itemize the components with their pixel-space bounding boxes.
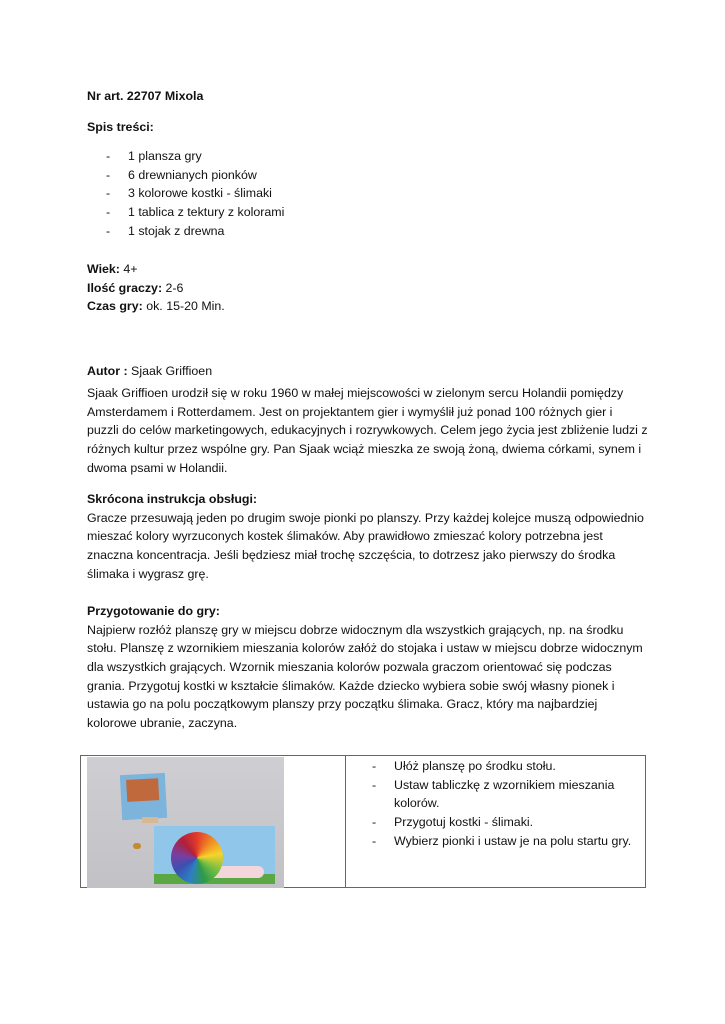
item-text: 6 drewnianych pionków	[128, 167, 257, 182]
pawns	[133, 843, 141, 849]
time-label: Czas gry:	[87, 299, 143, 314]
game-info	[87, 260, 225, 316]
color-chart-card	[120, 773, 167, 820]
list-item	[353, 776, 643, 795]
text-line: stołu. Planszę z wzornikiem mieszania kolorów załóż do stojaka i ustaw w miejscu dobrze widocznym	[87, 641, 643, 656]
item-text: 3 kolorowe kostki - ślimaki	[128, 186, 272, 201]
time-row	[87, 297, 225, 316]
list-item	[87, 203, 284, 222]
text-line: Sjaak Griffioen urodził się w roku 1960 w małej miejscowości w zielonym sercu Holandii pomiędzy	[87, 386, 624, 400]
setup-table	[80, 755, 646, 888]
text-line: mieszać kolory wyrzuconych kostek ślimaków. Aby prawidłowo zmieszać kolory potrzebna jest	[87, 529, 603, 544]
list-item	[353, 757, 643, 776]
text-line: puzzli do celów marketingowych, edukacyjnych i rozrywkowych. Celem jego życia jest zbliżenie ludzi z	[87, 423, 648, 438]
contents-heading: Spis treści:	[87, 120, 154, 134]
item-text: Wybierz pionki i ustaw je na polu startu gry.	[394, 833, 632, 848]
short-instructions	[87, 490, 644, 583]
item-text: Przygotuj kostki - ślimaki.	[394, 815, 534, 830]
age-label: Wiek:	[87, 262, 120, 276]
snail-icon	[171, 832, 223, 884]
text-line: grania. Przygotuj kostki w kształcie ślimaków. Każde dziecko wybiera sobie swój własny pionek i	[87, 678, 615, 693]
steps-cell	[346, 756, 646, 888]
players-row	[87, 279, 225, 298]
text-line: dwoma psami w Holandii.	[87, 460, 228, 475]
game-photo	[87, 757, 284, 888]
wooden-stand	[142, 817, 158, 823]
list-item	[353, 832, 643, 851]
text-line: ustawia go na polu początkowym planszy przy początku ślimaka. Gracz, który ma najbardziej	[87, 697, 598, 712]
item-text: 1 stojak z drewna	[128, 223, 225, 238]
bullet: -	[372, 777, 377, 792]
section-heading: Skrócona instrukcja obsługi:	[87, 492, 258, 506]
text-line: różnych kultur przez wspólne gry. Pan Sjaak wciąż mieszka ze swoją żoną, dwiema córkami, synem i	[87, 442, 642, 457]
players-label: Ilość graczy:	[87, 280, 163, 295]
bullet: -	[372, 759, 377, 773]
contents-list	[87, 147, 284, 240]
item-text: kolorów.	[394, 796, 440, 811]
age-row	[87, 260, 225, 279]
list-item	[87, 166, 284, 185]
list-item	[353, 813, 643, 832]
players-value: 2-6	[162, 280, 184, 295]
text-line: znaczna koncentracja. Jeśli będziesz miał trochę szczęścia, to dotrzesz jako pierwszy do środka	[87, 548, 616, 563]
bullet: -	[106, 223, 111, 238]
time-value: ok. 15-20 Min.	[142, 299, 225, 314]
text-line: dla wszystkich grających. Wzornik mieszania kolorów pozwala graczom orientować się podczas	[87, 660, 612, 675]
item-text: Ustaw tabliczkę z wzornikiem mieszania	[394, 777, 615, 792]
list-item	[87, 184, 284, 203]
bullet: -	[372, 815, 377, 830]
photo-cell	[81, 756, 346, 888]
contents-section	[87, 118, 154, 137]
bullet: -	[106, 205, 111, 220]
text-line: kolorowe ubranie, zaczyna.	[87, 716, 238, 731]
section-heading: Przygotowanie do gry:	[87, 604, 220, 618]
author-value: Sjaak Griffioen	[127, 364, 213, 378]
item-text: 1 tablica z tektury z kolorami	[128, 205, 285, 220]
bullet: -	[106, 186, 111, 201]
bullet: -	[106, 167, 111, 182]
item-text: Ułóż planszę po środku stołu.	[394, 759, 556, 773]
bullet: -	[106, 149, 111, 163]
text-line: ślimaka i wygrasz grę.	[87, 566, 209, 581]
text-line: Gracze przesuwają jeden po drugim swoje pionki po planszy. Przy każdej kolejce muszą odpowiednio	[87, 510, 644, 525]
game-board	[154, 826, 275, 884]
text-line: Amsterdamem i Rotterdamem. Jest on projektantem gier i wymyślił już ponad 100 różnych gier i	[87, 404, 613, 419]
age-value: 4+	[119, 262, 138, 276]
list-item-cont	[353, 794, 643, 813]
title-text: Nr art. 22707 Mixola	[87, 89, 204, 103]
preparation	[87, 602, 643, 733]
bio-paragraph	[87, 384, 648, 477]
text-line: Najpierw rozłóż planszę gry w miejscu dobrze widocznym dla wszystkich grających, np. na środku	[87, 622, 624, 637]
item-text: 1 plansza gry	[128, 149, 202, 163]
document-title	[87, 87, 203, 106]
author-label: Autor :	[87, 364, 128, 378]
list-item	[87, 147, 284, 166]
list-item	[87, 222, 284, 241]
bullet: -	[372, 833, 377, 848]
